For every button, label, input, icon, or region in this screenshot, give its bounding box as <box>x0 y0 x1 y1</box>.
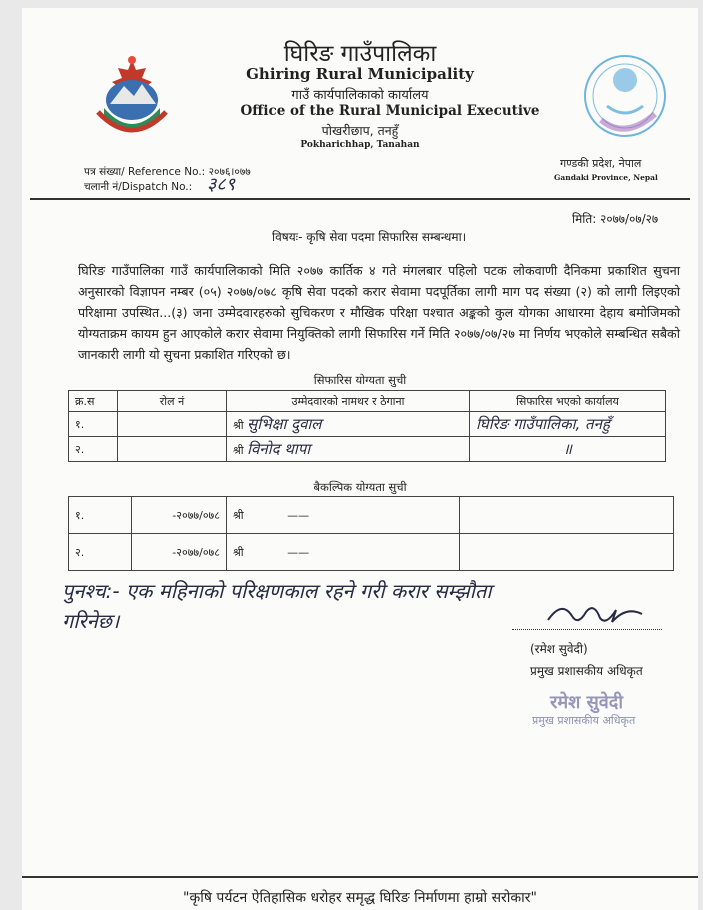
office-name-np: गाउँ कार्यपालिकाको कार्यालय <box>291 88 429 103</box>
signature-icon <box>542 596 652 630</box>
recommended-office: घिरिङ गाउँपालिका, तनहुँ <box>476 415 610 433</box>
signatory-title: प्रमुख प्रशासकीय अधिकृत <box>530 664 643 678</box>
candidate-name: —— <box>287 508 310 522</box>
alternate-list-title: बैकल्पिक योग्यता सुची <box>313 480 407 494</box>
office-name-en: Office of the Rural Municipal Executive <box>240 103 540 119</box>
signature-line <box>512 629 662 630</box>
letter-subject: विषयः- कृषि सेवा पदमा सिफारिस सम्बन्धमा। <box>272 230 467 244</box>
table-row: २. -२०७७/०७८ श्री —— <box>69 534 674 571</box>
letter-date: मिति: २०७७/०७/२७ <box>572 212 659 226</box>
letter-body: घिरिङ गाउँपालिका गाउँ कार्यपालिकाको मिति २०७७ कार्तिक ४ गते मंगलबार पहिलो पटक लोकवाणी दैनिकमा प्रकाशित सुचना अनुसारको विज्ञापन नम्बर (०५) २०७७/०७८ कृषि सेवा पदको करार सेवामा पदपूर्तिका लागी माग पद संख्या (२) को लागी लिइएको परिक्षामा उपस्थित...(३) जना उम्मेदवारहरुको सुचिकरण र मौखिक परिक्षा पश्चात अङ्कको कुल योगका आधारमा देहाय बमोजिमको योग्यताक्रम कायम हुन आएकोले करार सेवामा नियुक्तिको लागी सिफारिस गर्ने मिति २०७७/०७/२७ मा निर्णय भएकोले सम्बन्धित सबैको जानकारी लागी यो सुचना प्रकाशित गरिएको छ। <box>78 263 680 362</box>
dispatch-label: चलानी नं/Dispatch No.: <box>84 181 193 193</box>
document-page <box>22 8 698 910</box>
stamp-title: प्रमुख प्रशासकीय अधिकृत <box>532 714 636 727</box>
province-en: Gandaki Province, Nepal <box>554 173 658 182</box>
postscript-note: पुनश्च:- एक महिनाको परिक्षणकाल रहने गरी करार सम्झौता गरिनेछ। <box>62 579 492 633</box>
dispatch-number: ३८९ <box>207 174 236 195</box>
header-name: उम्मेदवारको नामथर र ठेगाना <box>227 391 470 412</box>
header-roll: रोल नं <box>118 391 227 412</box>
address-np: पोखरीछाप, तनहुँ <box>321 123 399 138</box>
header-office: सिफारिस भएको कार्यालय <box>470 391 666 412</box>
table-header-row <box>69 391 666 412</box>
table-row: १. श्री सुभिक्षा दुवाल घिरिङ गाउँपालिका, तनहुँ <box>69 412 666 437</box>
table-row: १. -२०७७/०७८ श्री —— <box>69 497 674 534</box>
reference-number: पत्र संख्या/ Reference No.: २०७६।०७७ <box>84 166 251 178</box>
municipality-name-en: Ghiring Rural Municipality <box>246 65 474 83</box>
header-divider <box>30 198 690 200</box>
footer-divider <box>22 876 698 878</box>
header-sn: क्र.स <box>69 391 118 412</box>
stamp-name: रमेश सुवेदी <box>550 692 624 713</box>
candidate-name: विनोद थापा <box>247 440 311 458</box>
candidate-name: —— <box>287 545 310 559</box>
signatory-name: (रमेश सुवेदी) <box>530 642 588 656</box>
municipality-name-np: घिरिङ गाउँपालिका <box>283 41 437 67</box>
merit-list-title: सिफारिस योग्यता सुची <box>313 373 407 387</box>
candidate-name: सुभिक्षा दुवाल <box>247 415 322 433</box>
alternate-list-table <box>68 496 674 571</box>
address-en: Pokharichhap, Tanahan <box>300 140 420 150</box>
province-np: गण्डकी प्रदेश, नेपाल <box>560 157 642 170</box>
merit-list-table <box>68 390 666 462</box>
table-row: २. श्री विनोद थापा ॥ <box>69 437 666 462</box>
footer-slogan: "कृषि पर्यटन ऐतिहासिक धरोहर समृद्ध घिरिङ निर्माणमा हाम्रो सरोकार" <box>183 890 537 906</box>
recommended-office: ॥ <box>563 440 572 458</box>
